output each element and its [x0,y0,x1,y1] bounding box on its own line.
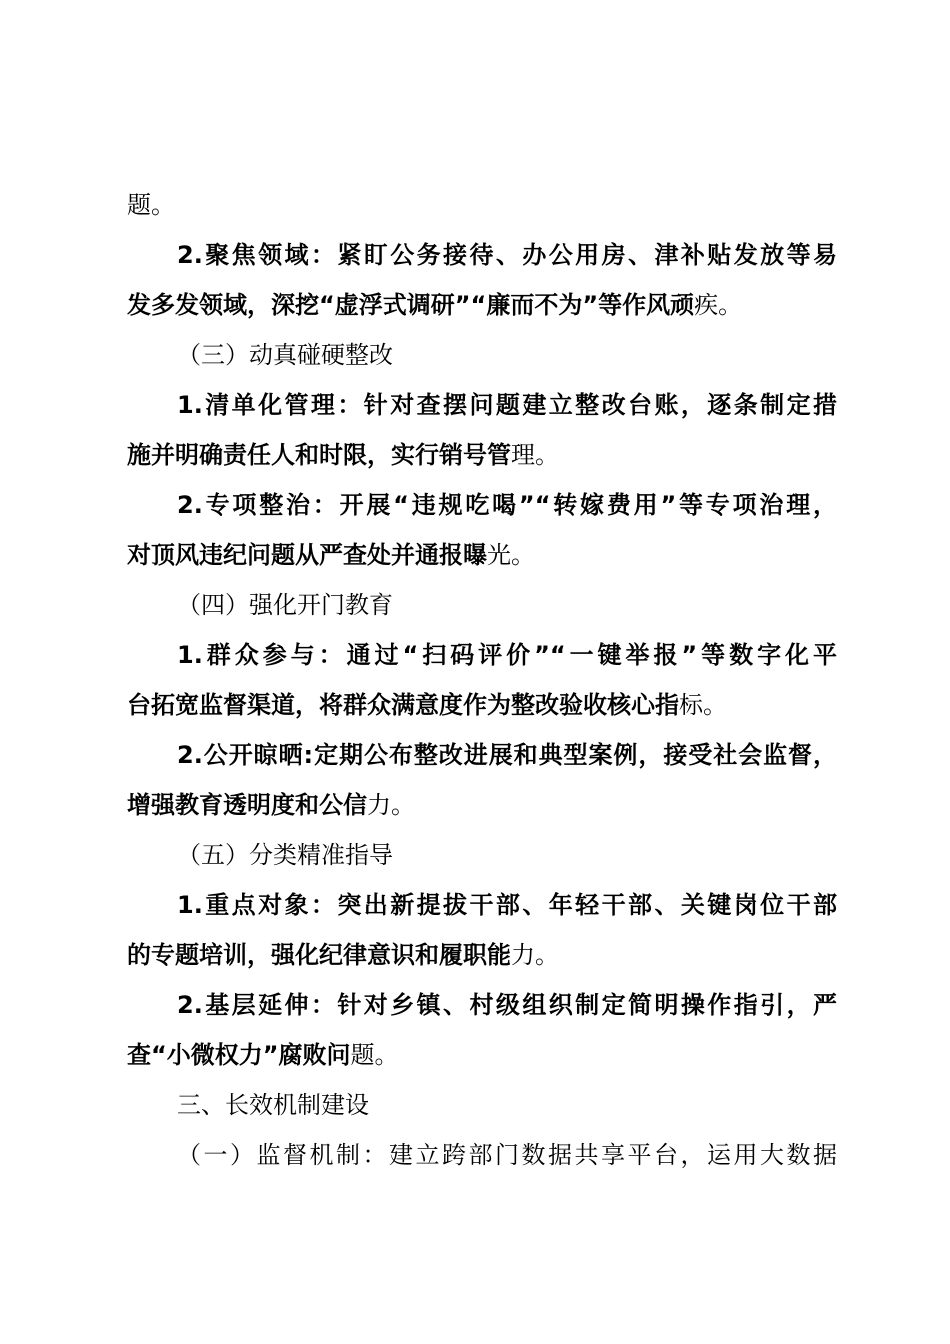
bold-text: 的专题培训，强化纪律意识和履职能 [127,941,511,969]
paragraph-supervision [177,1130,837,1180]
normal-text: 理。 [511,441,559,469]
paragraph-public-disclosure [127,730,837,830]
text-line [127,730,837,780]
normal-text: 三、长效机制建设 [177,1091,369,1119]
paragraph-special-rectification [127,480,837,580]
paragraph-0 [127,180,837,230]
text-line [127,880,837,930]
text-line [127,630,837,680]
text-line [177,830,887,880]
paragraph-checklist [127,380,837,480]
bold-text: 2.基层延伸：针对乡镇、村级组织制定简明操作指引，严 [177,991,837,1019]
paragraph-public-participation [127,630,837,730]
text-line [177,330,887,380]
text-line [127,380,837,430]
section-heading-4 [177,580,887,630]
bold-text: 2.专项整治：开展“违规吃喝”“转嫁费用”等专项治理， [177,491,837,519]
bold-text: 查“小微权力”腐败问 [127,1041,351,1069]
paragraph-key-targets [127,880,837,980]
text-line [127,930,837,980]
text-line [177,1130,837,1180]
bold-text: 台拓宽监督渠道，将群众满意度作为整改验收核心指 [127,691,679,719]
normal-text: 题。 [350,1041,399,1069]
normal-text: （三）动真碰硬整改 [177,341,393,369]
text-line [127,780,837,830]
text-line [177,1080,887,1130]
bold-text: 2.公开晾晒:定期公布整改进展和典型案例，接受社会监督， [177,741,837,769]
paragraph-grassroots [127,980,837,1080]
text-line [127,230,837,280]
normal-text: 力。 [511,941,559,969]
text-line [127,980,837,1030]
normal-text: 题。 [127,191,175,219]
normal-text: 标。 [679,691,727,719]
normal-text: （五）分类精准指导 [177,841,393,869]
text-line [127,480,837,530]
section-heading-3 [177,330,887,380]
bold-text: 增强教育透明度和公信 [127,791,367,819]
section-heading-5 [177,830,887,880]
chapter-heading-3 [177,1080,887,1130]
text-line [127,680,837,730]
normal-text: 力。 [367,791,415,819]
text-line [127,1030,837,1080]
text-line [127,430,837,480]
normal-text: 光。 [487,541,535,569]
text-line [127,180,837,230]
bold-text: 发多发领域，深挖“虚浮式调研”“廉而不为”等作风顽 [127,291,695,319]
paragraph-focus-areas [127,230,837,330]
text-line [127,530,837,580]
normal-text: （四）强化开门教育 [177,591,393,619]
normal-text: 疾。 [694,291,743,319]
bold-text: 1.清单化管理：针对查摆问题建立整改台账，逐条制定措 [177,391,837,419]
bold-text: 施并明确责任人和时限，实行销号管 [127,441,511,469]
bold-text: 1.群众参与：通过“扫码评价”“一键举报”等数字化平 [177,641,837,669]
text-line [177,580,887,630]
normal-text: （一）监督机制：建立跨部门数据共享平台，运用大数据 [177,1141,837,1169]
bold-text: 2.聚焦领域：紧盯公务接待、办公用房、津补贴发放等易 [177,241,837,269]
bold-text: 对顶风违纪问题从严查处并通报曝 [127,541,487,569]
bold-text: 1.重点对象：突出新提拔干部、年轻干部、关键岗位干部 [177,891,837,919]
text-line [127,280,837,330]
